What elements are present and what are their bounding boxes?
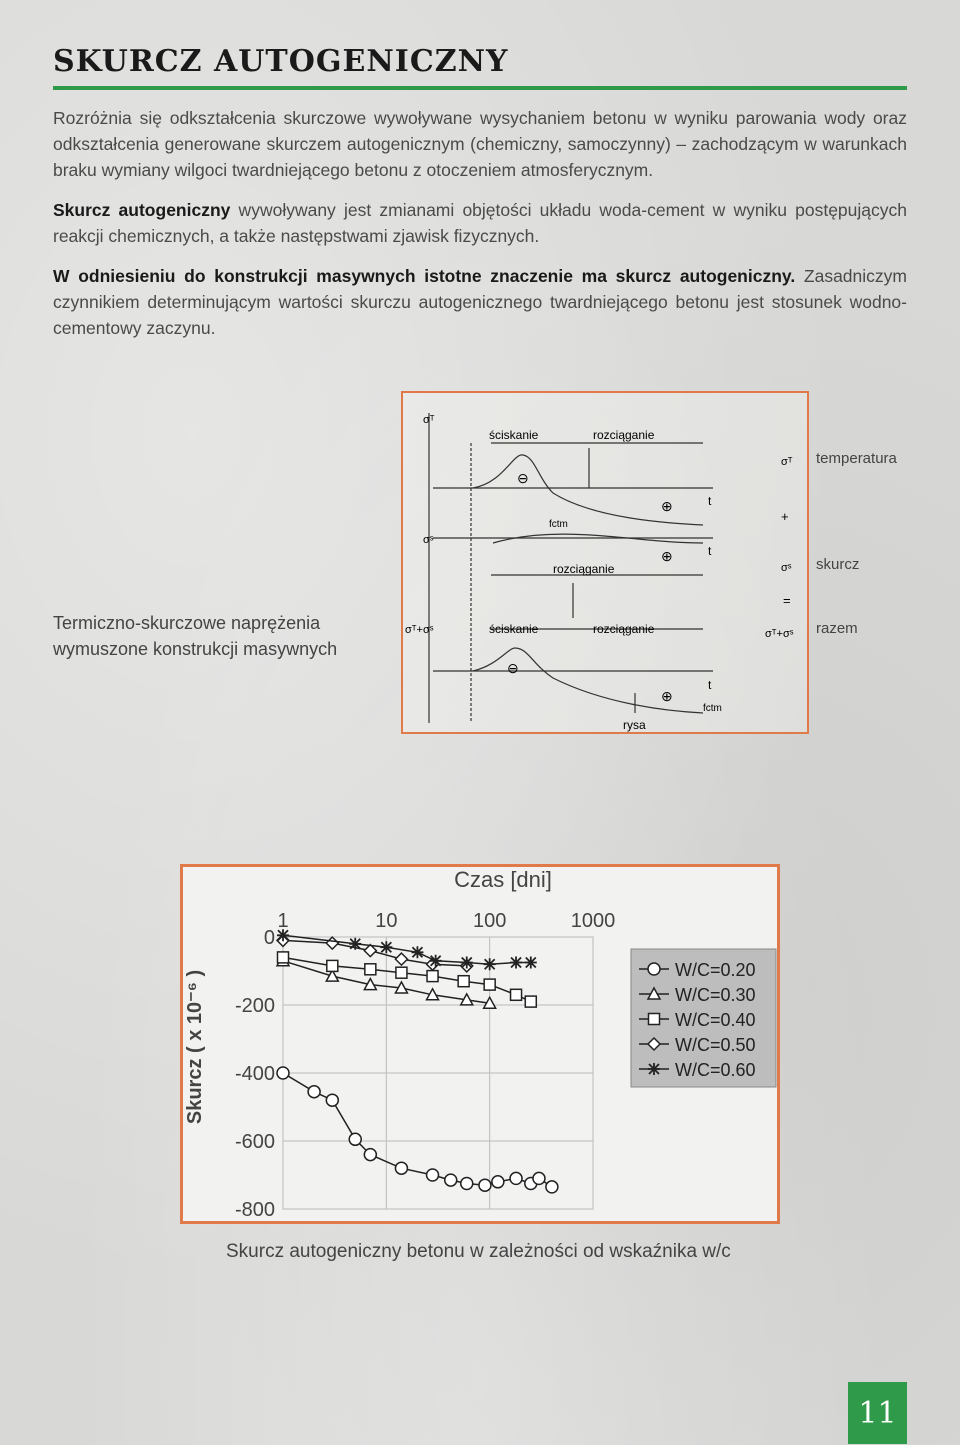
data-point-star: [648, 1063, 660, 1075]
data-point-square: [458, 976, 469, 987]
label-shrinkage: skurcz: [816, 556, 860, 573]
y-tick-label: -800: [234, 1199, 275, 1221]
t-label-3: t: [708, 678, 712, 692]
x-tick-label: 10: [375, 910, 398, 932]
data-point-diamond: [395, 953, 407, 965]
fctm-label-2: fctm: [703, 703, 722, 714]
sigma-s-label: σˢ: [423, 534, 434, 546]
right-sigma-sum: σᵀ+σˢ: [765, 628, 794, 640]
data-point-star: [411, 946, 423, 958]
minus-sign-2: ⊖: [507, 660, 519, 676]
data-point-circle: [510, 1172, 522, 1184]
plus-sign-2: ⊕: [661, 548, 673, 564]
data-point-circle: [492, 1176, 504, 1188]
data-point-circle: [461, 1178, 473, 1190]
data-point-star: [461, 957, 473, 969]
tension-label-2: rozciąganie: [553, 562, 615, 576]
y-tick-label: -600: [234, 1131, 275, 1153]
data-point-square: [327, 960, 338, 971]
series-W/C=0.20: [277, 1067, 558, 1193]
data-point-star: [349, 938, 361, 950]
legend-label: W/C=0.20: [675, 960, 756, 980]
data-point-star: [510, 957, 522, 969]
chart-y-label: Skurcz ( x 10⁻⁶ ): [184, 969, 206, 1125]
data-point-star: [277, 929, 289, 941]
y-tick-label: -200: [234, 995, 275, 1017]
wc-emphasis: W odniesieniu do konstrukcji masywnych istotne znaczenie ma skurcz autogeniczny.: [53, 266, 796, 286]
shrinkage-chart: [180, 864, 780, 1224]
stress-diagram: [401, 391, 809, 734]
plus-sign-3: ⊕: [661, 688, 673, 704]
data-point-square: [484, 979, 495, 990]
tension-label-3: rozciąganie: [593, 622, 655, 636]
data-point-square: [365, 964, 376, 975]
data-point-star: [380, 941, 392, 953]
right-sigma-t: σᵀ: [781, 456, 793, 468]
data-point-square: [427, 971, 438, 982]
wc-text: Zasadniczym czynnikiem determinującym wartości skurczu autogenicznego twardniejącego betonu jest stosunek wodno-cementowy zaczynu.: [53, 266, 907, 338]
definition-term: Skurcz autogeniczny: [53, 200, 231, 220]
tension-label-1: rozciąganie: [593, 428, 655, 442]
y-tick-label: 0: [263, 927, 275, 949]
data-point-circle: [648, 963, 660, 975]
series-line: [283, 1073, 552, 1187]
y-tick-label: -400: [234, 1063, 275, 1085]
crack-label: rysa: [623, 718, 646, 732]
data-point-circle: [364, 1149, 376, 1161]
data-point-square: [511, 989, 522, 1000]
shrinkage-chart-svg: [183, 867, 777, 1221]
data-point-square: [525, 996, 536, 1007]
data-point-circle: [308, 1086, 320, 1098]
label-total: razem: [816, 620, 858, 637]
right-sigma-s: σˢ: [781, 562, 792, 574]
chart-caption: Skurcz autogeniczny betonu w zależności od wskaźnika w/c: [226, 1241, 731, 1262]
chart-title: Czas [dni]: [454, 867, 552, 892]
data-point-star: [430, 955, 442, 967]
compression-label-1: ściskanie: [489, 428, 539, 442]
data-point-circle: [277, 1067, 289, 1079]
fctm-label-1: fctm: [549, 519, 568, 530]
x-tick-label: 100: [472, 910, 507, 932]
minus-sign-1: ⊖: [517, 470, 529, 486]
wc-paragraph: [53, 263, 907, 341]
data-point-diamond: [326, 937, 338, 949]
series-W/C=0.60: [277, 929, 537, 970]
x-tick-label: 1000: [570, 910, 616, 932]
data-point-circle: [479, 1179, 491, 1191]
legend-label: W/C=0.30: [675, 985, 756, 1005]
page-number: 11: [848, 1382, 907, 1444]
x-tick-label: 1: [277, 910, 289, 932]
title-underline: [53, 86, 907, 90]
plus-sign-1: ⊕: [661, 498, 673, 514]
data-point-circle: [395, 1162, 407, 1174]
intro-paragraph: Rozróżnia się odkształcenia skurczowe wywoływane wysychaniem betonu w wyniku parowania wody oraz odkształcenia generowane skurczem autogenicznym (chemiczny, samoczynny) – zachodzącym w warunkach braku wymiany wilgoci twardniejącego betonu z otoczeniem atmosferycznym.: [53, 108, 907, 180]
data-point-circle: [533, 1172, 545, 1184]
data-point-circle: [445, 1174, 457, 1186]
stress-diagram-svg: [403, 393, 807, 732]
definition-paragraph: [53, 197, 907, 249]
definition-text: wywoływany jest zmianami objętości układu woda-cement w wyniku postępujących reakcji chemicznych, a także następstwami zjawisk fizycznych.: [53, 200, 907, 246]
data-point-circle: [326, 1094, 338, 1106]
right-plus: +: [781, 509, 789, 524]
temperature-curve: [473, 455, 703, 525]
sigma-sum-label: σᵀ+σˢ: [405, 624, 434, 636]
data-point-square: [396, 967, 407, 978]
data-point-square: [278, 952, 289, 963]
data-point-square: [649, 1014, 660, 1025]
legend-label: W/C=0.60: [675, 1060, 756, 1080]
right-eq: =: [783, 593, 791, 608]
sigma-t-label: σᵀ: [423, 414, 435, 426]
compression-label-2: ściskanie: [489, 622, 539, 636]
label-temperature: temperatura: [816, 450, 897, 467]
page-title: SKURCZ AUTOGENICZNY: [53, 44, 509, 79]
data-point-circle: [546, 1181, 558, 1193]
data-point-star: [484, 958, 496, 970]
data-point-star: [525, 957, 537, 969]
legend-label: W/C=0.50: [675, 1035, 756, 1055]
t-label-1: t: [708, 494, 712, 508]
data-point-circle: [349, 1133, 361, 1145]
t-label-2: t: [708, 544, 712, 558]
data-point-circle: [427, 1169, 439, 1181]
chart-legend: [631, 949, 776, 1087]
diagram-caption: Termiczno-skurczowe naprężenia wymuszone konstrukcji masywnych: [53, 613, 338, 659]
legend-label: W/C=0.40: [675, 1010, 756, 1030]
chart-series: [277, 929, 558, 1193]
